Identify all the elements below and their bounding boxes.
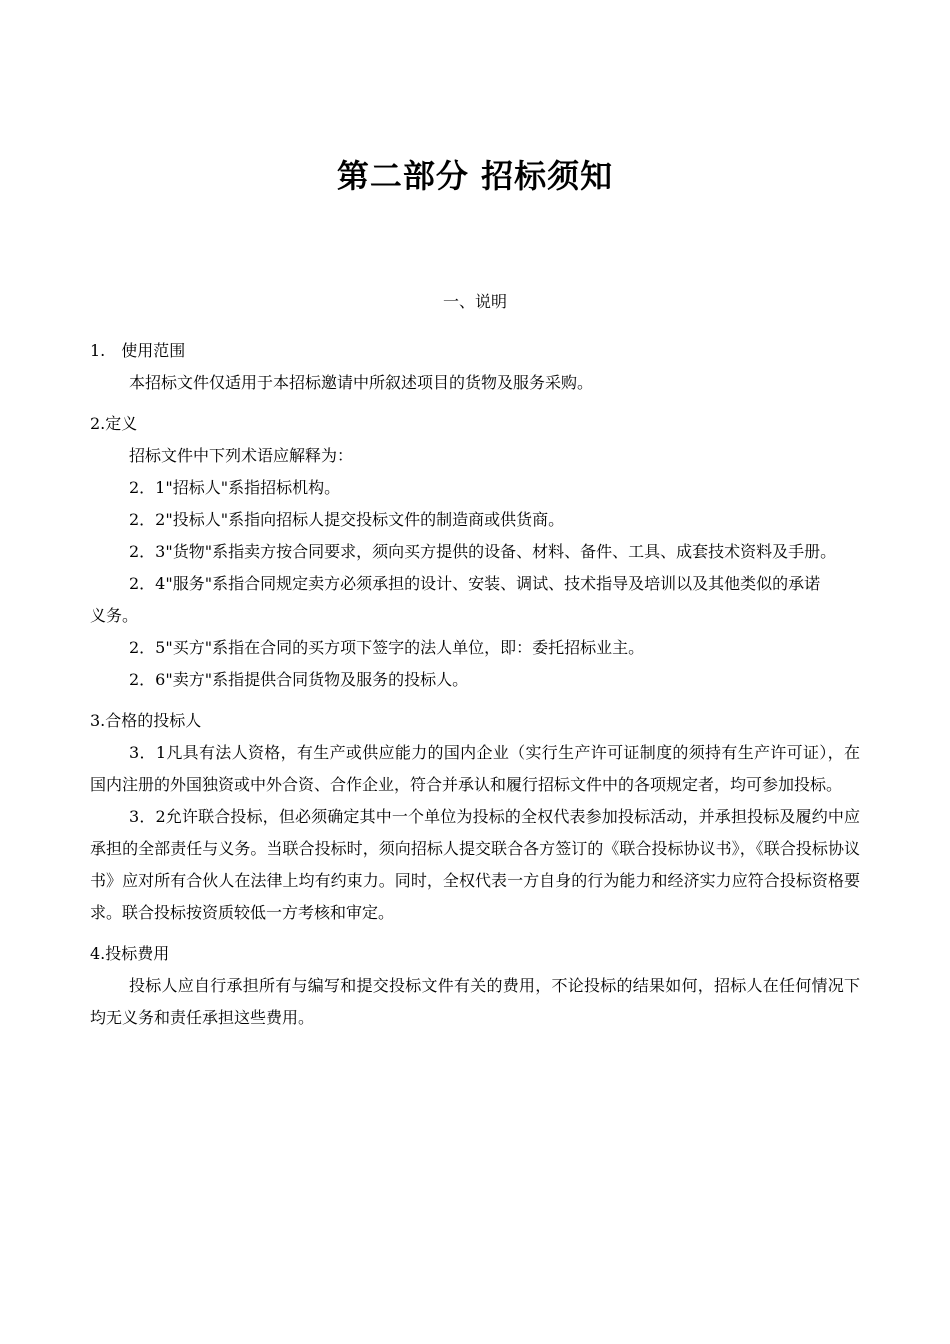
- definition-2-6: 2．6"卖方"系指提供合同货物及服务的投标人。: [129, 670, 469, 689]
- document-title: 第二部分 招标须知: [336, 157, 614, 195]
- spacer: [90, 399, 860, 408]
- document-body: [90, 335, 860, 1034]
- section-1-paragraph: 本招标文件仅适用于本招标邀请中所叙述项目的货物及服务采购。: [129, 373, 594, 392]
- section-4-paragraph: 投标人应自行承担所有与编写和提交投标文件有关的费用，不论投标的结果如何，招标人在任何情况下均无义务和责任承担这些费用。: [90, 976, 860, 1027]
- definition-2-5: 2．5"买方"系指在合同的买方项下签字的法人单位，即：委托招标业主。: [129, 638, 645, 657]
- definition-2-4-continuation: 义务。: [90, 606, 139, 625]
- section-2-heading: 2.定义: [90, 414, 138, 433]
- section-3-2-paragraph: 3．2允许联合投标，但必须确定其中一个单位为投标的全权代表参加投标活动，并承担投标及履约中应承担的全部责任与义务。当联合投标时，须向招标人提交联合各方签订的《联合投标协议书》，《联合投标协议书》应对所有合伙人在法律上均有约束力。同时，全权代表一方自身的行为能力和经济实力应符合投标资格要求。联合投标按资质较低一方考核和审定。: [90, 807, 860, 922]
- section-title: 一、说明: [442, 292, 507, 311]
- spacer: [90, 929, 860, 938]
- section-2-intro: 招标文件中下列术语应解释为：: [129, 446, 354, 465]
- section-4-heading: 4.投标费用: [90, 944, 170, 963]
- definition-2-1: 2．1"招标人"系指招标机构。: [129, 478, 341, 497]
- definition-2-3: 2．3"货物"系指卖方按合同要求，须向买方提供的设备、材料、备件、工具、成套技术资料及手册。: [129, 542, 837, 561]
- spacer: [90, 696, 860, 705]
- definition-2-4: 2．4"服务"系指合同规定卖方必须承担的设计、安装、调试、技术指导及培训以及其他类似的承诺: [129, 574, 821, 593]
- section-3-1-paragraph: 3．1凡具有法人资格，有生产或供应能力的国内企业（实行生产许可证制度的须持有生产许可证），在国内注册的外国独资或中外合资、合作企业，符合并承认和履行招标文件中的各项规定者，均可参加投标。: [90, 743, 860, 794]
- definition-2-2: 2．2"投标人"系指向招标人提交投标文件的制造商或供货商。: [129, 510, 565, 529]
- section-1-heading: 1. 使用范围: [90, 341, 186, 360]
- section-3-heading: 3.合格的投标人: [90, 711, 202, 730]
